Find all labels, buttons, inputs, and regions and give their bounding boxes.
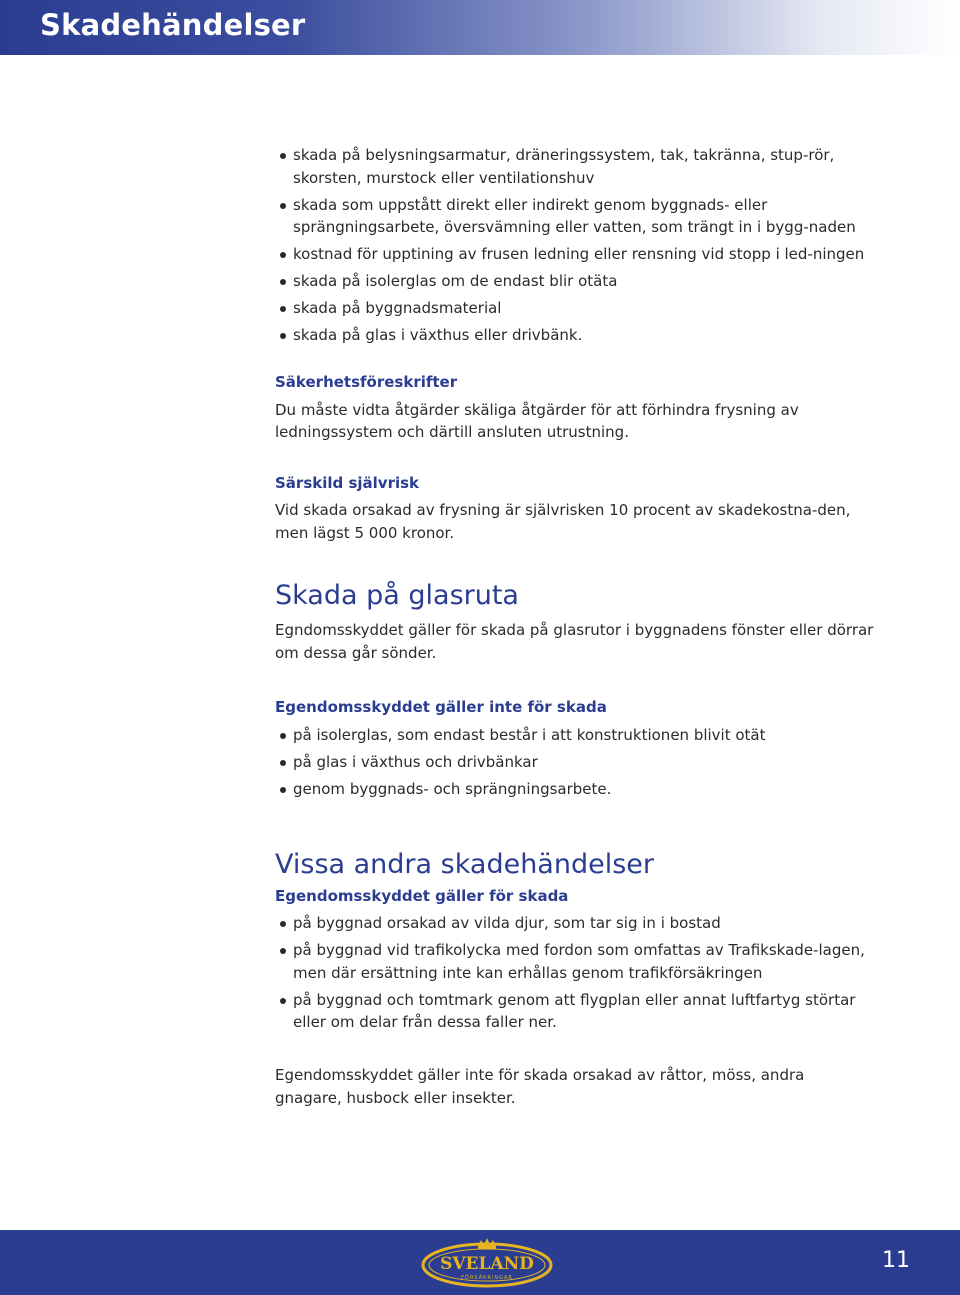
logo-subtext: FÖRSÄKRINGAR: [461, 1275, 513, 1281]
list-item: kostnad för upptining av frusen ledning eller rensning vid stopp i led-ningen: [275, 243, 875, 266]
list-item: skada på glas i växthus eller drivbänk.: [275, 324, 875, 347]
glass-exclusions-list: [275, 724, 875, 801]
intro-list: [275, 144, 875, 347]
list-item: på byggnad orsakad av vilda djur, som tar sig in i bostad: [275, 912, 875, 935]
list-item: på glas i växthus och drivbänkar: [275, 751, 875, 774]
list-item: på isolerglas, som endast består i att konstruktionen blivit otät: [275, 724, 875, 747]
other-coverage-list: [275, 912, 875, 1034]
sveland-logo: [420, 1237, 555, 1289]
glass-heading: Skada på glasruta: [275, 580, 519, 611]
page-title: Skadehändelser: [40, 8, 306, 42]
list-item: skada på isolerglas om de endast blir otäta: [275, 270, 875, 293]
page-header: [0, 0, 960, 55]
list-item: skada som uppstått direkt eller indirekt genom byggnads- eller sprängningsarbete, översvämning eller vatten, som trängt in i bygg-naden: [275, 194, 875, 239]
list-item: på byggnad vid trafikolycka med fordon som omfattas av Trafikskade-lagen, men där ersättning inte kan erhållas genom trafikförsäkringen: [275, 939, 875, 984]
deductible-text: Vid skada orsakad av frysning är självrisken 10 procent av skadekostna-den, men lägst 5 000 kronor.: [275, 501, 851, 542]
list-item: genom byggnads- och sprängningsarbete.: [275, 778, 875, 801]
other-heading: Vissa andra skadehändelser: [275, 848, 654, 880]
glass-text: Egndomsskyddet gäller för skada på glasrutor i byggnadens fönster eller dörrar om dessa går sönder.: [275, 621, 874, 662]
list-item: på byggnad och tomtmark genom att flygplan eller annat luftfartyg störtar eller om delar från dessa faller ner.: [275, 989, 875, 1034]
page-number: 11: [882, 1248, 910, 1273]
logo-text: SVELAND: [440, 1254, 534, 1274]
main-content: [275, 144, 875, 1109]
closing-text: Egendomsskyddet gäller inte för skada orsakad av råttor, möss, andra gnagare, husbock eller insekter.: [275, 1066, 805, 1107]
safety-heading: Säkerhetsföreskrifter: [275, 373, 458, 391]
list-item: skada på byggnadsmaterial: [275, 297, 875, 320]
crown-icon: [478, 1238, 496, 1249]
safety-text: Du måste vidta åtgärder skäliga åtgärder för att förhindra frysning av ledningssystem och därtill ansluten utrustning.: [275, 400, 799, 441]
other-sub-heading: Egendomsskyddet gäller för skada: [275, 886, 569, 905]
list-item: skada på belysningsarmatur, dräneringssystem, tak, takränna, stup-rör, skorsten, murstock eller ventilationshuv: [275, 144, 875, 189]
glass-sub-heading: Egendomsskyddet gäller inte för skada: [275, 698, 607, 716]
deductible-heading: Särskild självrisk: [275, 473, 420, 492]
